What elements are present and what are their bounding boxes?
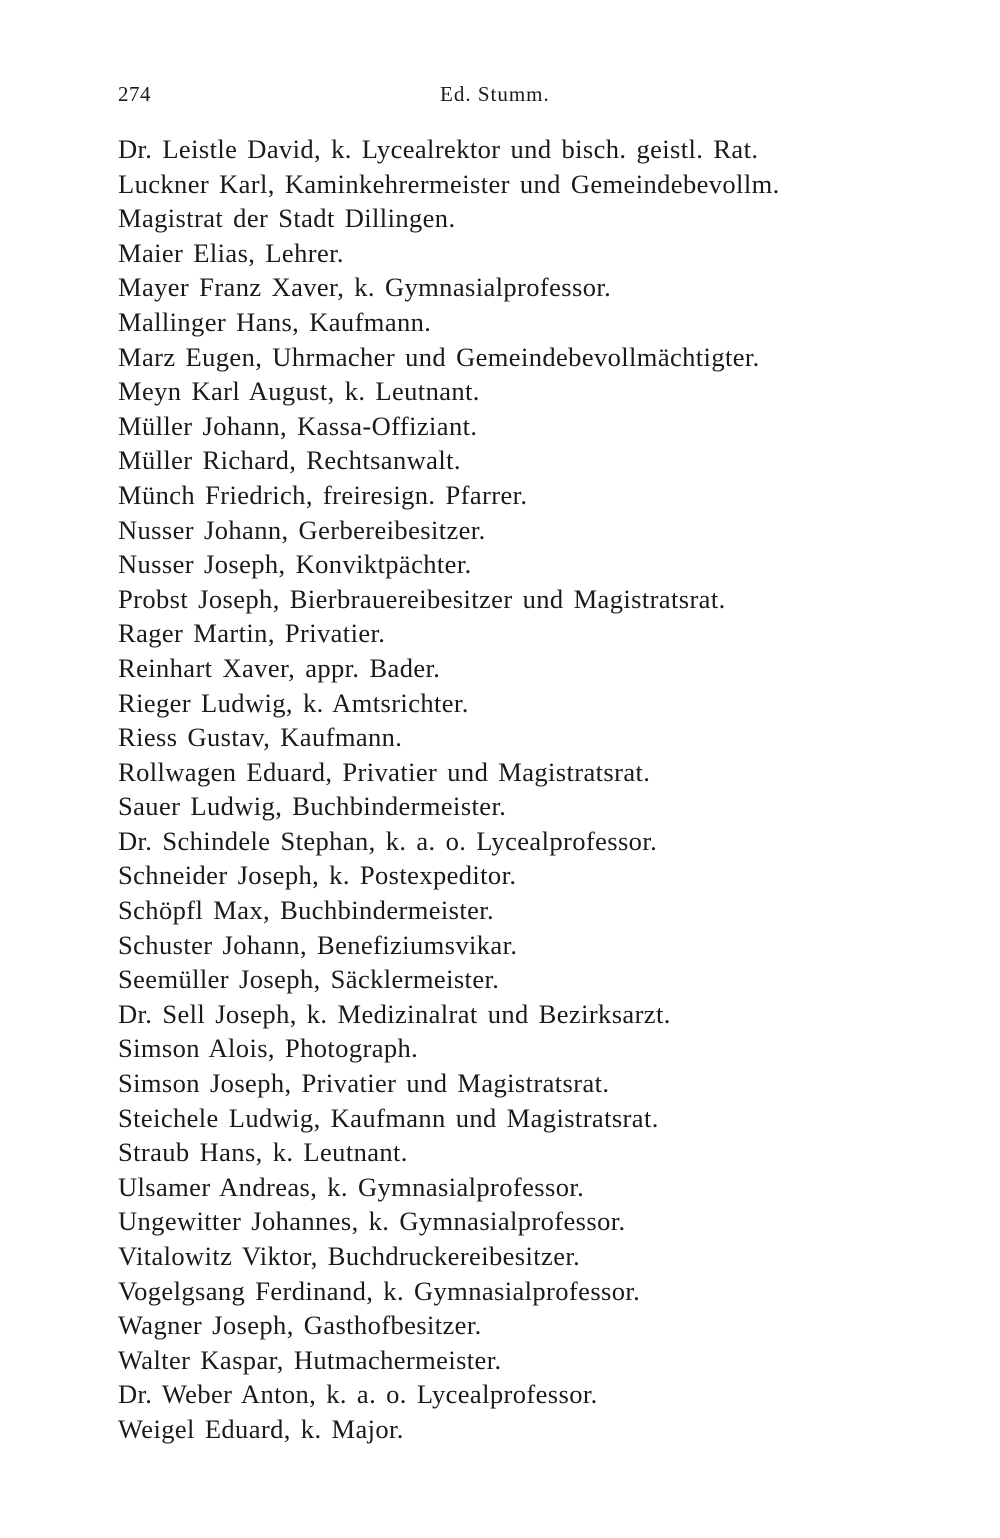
list-item: Seemüller Joseph, Säcklermeister. — [118, 964, 500, 995]
list-item: Maier Elias, Lehrer. — [118, 237, 344, 268]
list-item: Dr. Schindele Stephan, k. a. o. Lycealprofessor. — [118, 825, 658, 856]
list-item: Simson Joseph, Privatier und Magistratsrat. — [118, 1068, 610, 1099]
list-item: Meyn Karl August, k. Leutnant. — [118, 376, 480, 407]
list-item: Reinhart Xaver, appr. Bader. — [118, 652, 441, 683]
list-item: Nusser Johann, Gerbereibesitzer. — [118, 514, 486, 545]
list-item: Marz Eugen, Uhrmacher und Gemeindebevollmächtigter. — [118, 341, 760, 372]
list-item: Simson Alois, Photograph. — [118, 1033, 419, 1064]
list-item: Schuster Johann, Benefiziumsvikar. — [118, 929, 518, 960]
list-item: Müller Johann, Kassa-Offiziant. — [118, 410, 478, 441]
page-header — [118, 82, 908, 112]
list-item: Ungewitter Johannes, k. Gymnasialprofessor. — [118, 1206, 626, 1237]
list-item: Probst Joseph, Bierbrauereibesitzer und Magistratsrat. — [118, 583, 726, 614]
list-item: Nusser Joseph, Konviktpächter. — [118, 549, 472, 580]
list-item: Müller Richard, Rechtsanwalt. — [118, 445, 461, 476]
list-item: Wagner Joseph, Gasthofbesitzer. — [118, 1310, 482, 1341]
list-item: Vogelgsang Ferdinand, k. Gymnasialprofessor. — [118, 1275, 641, 1306]
list-item: Schneider Joseph, k. Postexpeditor. — [118, 860, 517, 891]
list-item: Mallinger Hans, Kaufmann. — [118, 306, 432, 337]
running-head: Ed. Stumm. — [440, 82, 550, 106]
list-item: Dr. Leistle David, k. Lycealrektor und bisch. geistl. Rat. — [118, 134, 759, 164]
list-item: Rieger Ludwig, k. Amtsrichter. — [118, 687, 469, 718]
list-item: Rager Martin, Privatier. — [118, 618, 386, 649]
list-item: Luckner Karl, Kaminkehrermeister und Gemeindebevollm. — [118, 168, 780, 199]
list-item: Ulsamer Andreas, k. Gymnasialprofessor. — [118, 1171, 585, 1202]
list-item: Dr. Weber Anton, k. a. o. Lycealprofessor. — [118, 1379, 598, 1410]
member-list — [118, 132, 918, 1447]
list-item: Straub Hans, k. Leutnant. — [118, 1137, 408, 1168]
list-item: Steichele Ludwig, Kaufmann und Magistratsrat. — [118, 1102, 659, 1133]
list-item: Vitalowitz Viktor, Buchdruckereibesitzer. — [118, 1241, 581, 1271]
list-item: Magistrat der Stadt Dillingen. — [118, 203, 456, 234]
list-item: Riess Gustav, Kaufmann. — [118, 722, 403, 753]
list-item: Rollwagen Eduard, Privatier und Magistratsrat. — [118, 756, 651, 787]
list-item: Schöpfl Max, Buchbindermeister. — [118, 895, 495, 926]
list-item: Mayer Franz Xaver, k. Gymnasialprofessor. — [118, 272, 612, 303]
list-item: Sauer Ludwig, Buchbindermeister. — [118, 791, 507, 822]
list-item: Dr. Sell Joseph, k. Medizinalrat und Bezirksarzt. — [118, 998, 671, 1029]
list-item: Münch Friedrich, freiresign. Pfarrer. — [118, 479, 528, 510]
list-item: Walter Kaspar, Hutmachermeister. — [118, 1344, 502, 1375]
list-item: Weigel Eduard, k. Major. — [118, 1413, 404, 1444]
page-number: 274 — [118, 82, 151, 106]
